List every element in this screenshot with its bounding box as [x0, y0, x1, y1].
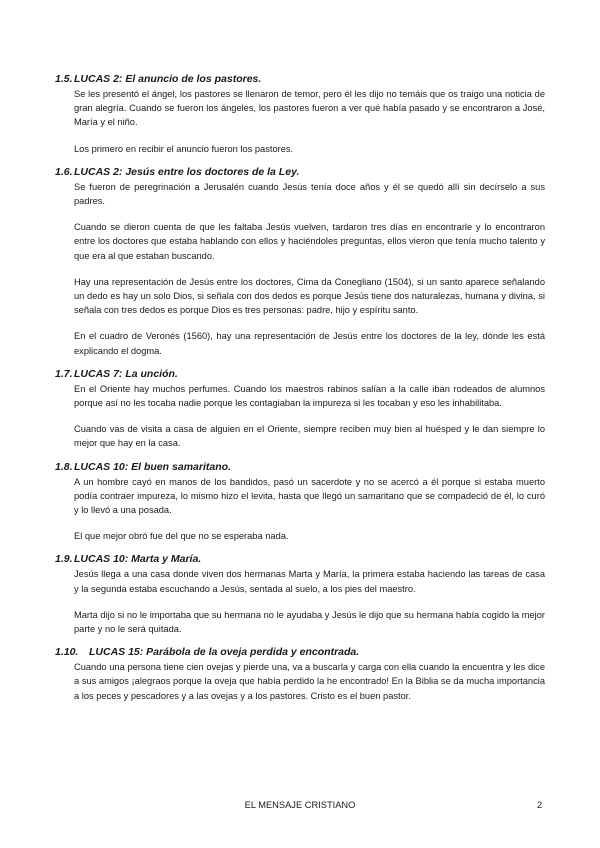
section-number: 1.10. — [55, 646, 79, 659]
section-title: LUCAS 10: Marta y María. — [74, 553, 202, 566]
paragraph: Cuando vas de visita a casa de alguien en el Oriente, siempre reciben muy bien al huésped y le dan siempre lo mejor que hay en la casa. — [74, 424, 545, 449]
page-number: 2 — [537, 800, 543, 810]
paragraph: Marta dijo si no le importaba que su hermana no le ayudaba y Jesús le dijo que su hermana había cogido la mejor parte y no le será quitada. — [74, 609, 545, 635]
paragraph: Hay una representación de Jesús entre los doctores, Cima da Conegliano (1504), si un santo aparece señalando un dedo es hay un solo Dios, si señala con dos dedos es porque Jesús tiene dos naturalezas, humana y divina, si señala con tres dedos es porque Dios es tres personas: padre, hijo y espíritu santo. — [74, 276, 545, 316]
section — [55, 645, 545, 703]
section-number: 1.8. — [55, 460, 73, 473]
paragraph: Los primero en recibir el anuncio fueron los pastores. — [74, 143, 294, 154]
paragraph: Cuando una persona tiene cien ovejas y pierde una, va a buscarla y carga con ella cuando la encuentra y les dice a sus amigos ¡alegraos porque la oveja que había perdido la he encontrado! En la Biblia se da mucha importancia a los peces y pescadores y a las ovejas y a los pastores. Cristo es el buen pastor. — [74, 662, 545, 701]
paragraph: Cuando se dieron cuenta de que les faltaba Jesús vuelven, tardaron tres días en encontrarle y lo encontraron entre los doctores que estaba hablando con ellos y haciéndoles preguntas, ellos vieron que tenía mucho talento y que era al que estaban buscando. — [74, 222, 545, 261]
section-title: LUCAS 2: El anuncio de los pastores. — [74, 73, 262, 85]
paragraph: El que mejor obró fue del que no se esperaba nada. — [74, 531, 289, 542]
section-number: 1.9. — [55, 553, 73, 566]
section-title: LUCAS 7: La unción. — [74, 367, 178, 380]
section-title: LUCAS 15: Parábola de la oveja perdida y encontrada. — [89, 646, 360, 659]
section-heading — [55, 367, 545, 381]
section — [55, 460, 545, 544]
paragraph: Se fueron de peregrinación a Jerusalén cuando Jesús tenía doce años y él se quedó allí sin decírselo a sus padres. — [74, 181, 545, 207]
paragraph: En el cuadro de Veronés (1560), hay una representación de Jesús entre los doctores de la ley, dónde les está explicando el dogma. — [74, 331, 545, 356]
section-heading — [55, 72, 545, 86]
paragraph: Jesús llega a una casa donde viven dos hermanas Marta y María, la primera estaba haciendo las tareas de casa y la segunda estaba escuchando a Jesús, sentada al suelo, a los pies del maestro. — [74, 569, 545, 594]
section-heading — [55, 460, 545, 474]
section — [55, 72, 545, 156]
page-content — [55, 72, 545, 712]
paragraph: En el Oriente hay muchos perfumes. Cuando los maestros rabinos salían a la calle iban rodeados de alumnos porque así no les tocaba nadie porque les contagiaban la impureza si les tocaban y eso les inhabilitaba. — [74, 383, 545, 409]
paragraph: Se les presentó el ángel, los pastores se llenaron de temor, pero él les dijo no temáis que os traigo una noticia de gran alegría. Cuando se fueron los ángeles, los pastores fueron a ver qué había pasado y se encontraron a José, María y el niño. — [74, 89, 545, 128]
section-heading — [55, 645, 545, 659]
footer-title: EL MENSAJE CRISTIANO — [244, 800, 356, 810]
section-number: 1.7. — [55, 367, 73, 380]
section-number: 1.6. — [55, 165, 73, 178]
section-heading — [55, 165, 545, 179]
section — [55, 367, 545, 451]
section-heading — [55, 552, 545, 566]
section — [55, 552, 545, 636]
section-title: LUCAS 2: Jesús entre los doctores de la Ley. — [74, 165, 300, 178]
section — [55, 165, 545, 358]
section-title: LUCAS 10: El buen samaritano. — [74, 460, 231, 473]
paragraph: A un hombre cayó en manos de los bandidos, pasó un sacerdote y no se acercó a él porque si estaba muerto podía contraer impureza, lo mismo hizo el levita, hasta que llegó un samaritano que se compadeció de él, lo curó y lo llevó a una posada. — [74, 476, 545, 516]
section-number: 1.5. — [55, 73, 73, 85]
